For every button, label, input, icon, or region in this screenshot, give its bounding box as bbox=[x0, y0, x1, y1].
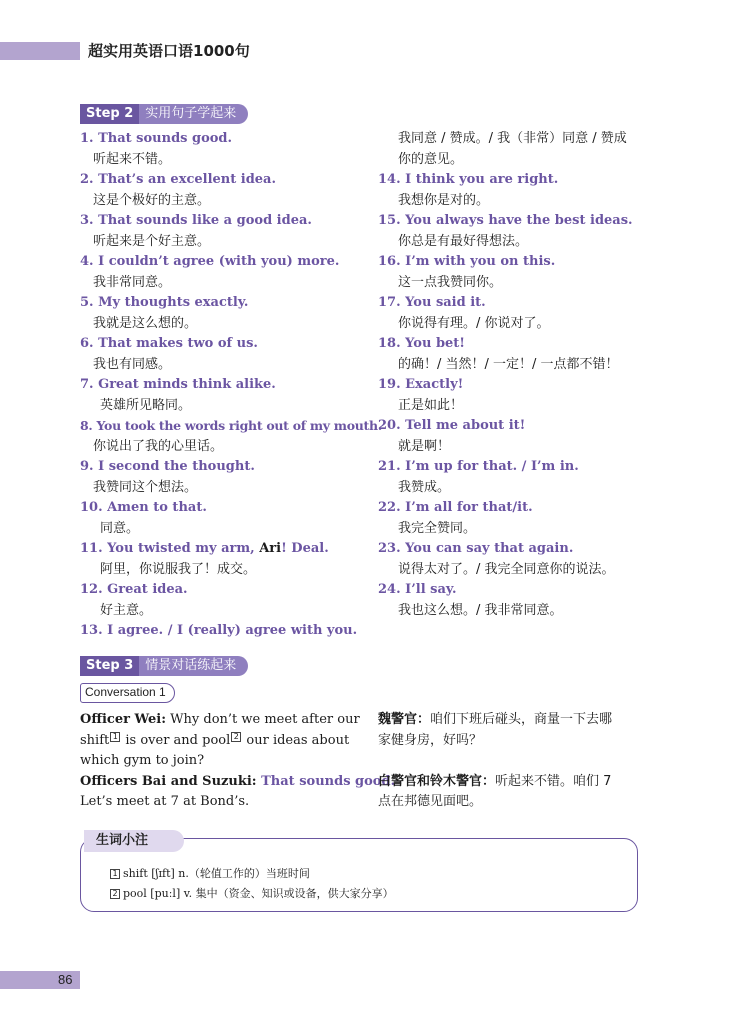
sentence-en: 5. My thoughts exactly. bbox=[80, 295, 249, 310]
sentence-en: 24. I’ll say. bbox=[378, 582, 457, 597]
highlighted-sentence: That sounds good. bbox=[256, 773, 396, 789]
sentence-zh: 我非常同意。 bbox=[93, 274, 172, 290]
sentence-zh: 阿里，你说服我了！成交。 bbox=[100, 561, 257, 577]
step3-label: Step 3 bbox=[80, 656, 139, 676]
sentence-zh: 同意。 bbox=[100, 520, 140, 536]
dialogue-chinese bbox=[378, 710, 648, 813]
vocabulary-note bbox=[110, 885, 394, 901]
dialogue-text: Why don’t we meet after our bbox=[166, 712, 360, 727]
conversation-tag: Conversation 1 bbox=[80, 683, 175, 703]
sentence-en: 2. That’s an excellent idea. bbox=[80, 172, 277, 187]
left-column bbox=[80, 129, 382, 642]
sentence-zh: 英雄所见略同。 bbox=[100, 397, 192, 413]
sentence-en-part: 11. You twisted my arm, bbox=[80, 541, 260, 556]
note-number: 2 bbox=[110, 889, 120, 899]
sentence-zh: 你说得有理。/ 你说对了。 bbox=[398, 315, 550, 331]
sentence-en-11 bbox=[80, 539, 370, 560]
sentence-zh: 我也有同感。 bbox=[93, 356, 172, 372]
sentence-en: 3. That sounds like a good idea. bbox=[80, 213, 312, 228]
sentence-zh: 我赞成。 bbox=[398, 479, 451, 495]
dialogue-line bbox=[80, 710, 360, 731]
sentence-zh: 我想你是对的。 bbox=[398, 192, 490, 208]
sentence-en: 6. That makes two of us. bbox=[80, 336, 258, 351]
sentence-zh: 我完全赞同。 bbox=[398, 520, 477, 536]
dialogue-text: 咱们下班后碰头，商量一下去哪 bbox=[430, 712, 613, 727]
speaker-name: 魏警官： bbox=[378, 712, 431, 727]
sentence-zh: 正是如此！ bbox=[398, 397, 464, 413]
sentence-zh: 好主意。 bbox=[100, 602, 153, 618]
sentence-en: 19. Exactly! bbox=[378, 377, 464, 392]
vocabulary-note bbox=[110, 865, 310, 881]
step3-banner bbox=[80, 656, 248, 676]
note-text: pool [puːl] v. 集中（资金、知识或设备，供大家分享） bbox=[123, 887, 394, 900]
sentence-zh: 说得太对了。/ 我完全同意你的说法。 bbox=[398, 561, 615, 577]
sentence-zh: 听起来是个好主意。 bbox=[93, 233, 211, 249]
vocabulary-notes-title: 生词小注 bbox=[84, 830, 184, 852]
sentence-en: 7. Great minds think alike. bbox=[80, 377, 276, 392]
dialogue-line bbox=[80, 772, 396, 793]
sentence-en: 23. You can say that again. bbox=[378, 541, 574, 556]
sentence-en-part: ! Deal. bbox=[281, 541, 329, 556]
sentence-zh: 我就是这么想的。 bbox=[93, 315, 198, 331]
sentence-zh: 你说出了我的心里话。 bbox=[93, 438, 224, 454]
sentence-zh-continued: 我同意 / 赞成。/ 我（非常）同意 / 赞成 bbox=[398, 131, 627, 146]
sentence-zh-continued: 你的意见。 bbox=[398, 151, 464, 167]
dialogue-text: our ideas about bbox=[242, 732, 350, 748]
speaker-name: 白警官和铃木警官： bbox=[378, 773, 496, 789]
dialogue-text: shift bbox=[80, 732, 110, 748]
sentence-en: 9. I second the thought. bbox=[80, 459, 255, 474]
header-bar bbox=[0, 42, 80, 60]
name-ari: Ari bbox=[259, 541, 282, 556]
step2-title: 实用句子学起来 bbox=[139, 104, 248, 124]
sentence-en: 10. Amen to that. bbox=[80, 500, 207, 515]
sentence-en: 14. I think you are right. bbox=[378, 172, 559, 187]
sentence-zh: 听起来不错。 bbox=[93, 151, 172, 167]
sentence-zh: 这是个极好的主意。 bbox=[93, 192, 211, 208]
dialogue-line: 点在邦德见面吧。 bbox=[378, 794, 483, 809]
note-number: 1 bbox=[110, 869, 120, 879]
dialogue-english bbox=[80, 710, 396, 813]
sentence-zh: 的确！/ 当然！/ 一定！/ 一点都不错！ bbox=[398, 356, 619, 372]
sentence-en: 18. You bet! bbox=[378, 336, 466, 351]
dialogue-line: which gym to join? bbox=[80, 753, 205, 768]
sentence-zh: 你总是有最好得想法。 bbox=[398, 233, 529, 249]
dialogue-line: 家健身房，好吗？ bbox=[378, 732, 483, 748]
sentence-en: 8. You took the words right out of my mouth. bbox=[80, 418, 382, 433]
sentence-en: 12. Great idea. bbox=[80, 582, 188, 597]
sentence-en: 4. I couldn’t agree (with you) more. bbox=[80, 254, 340, 269]
dialogue-text: 听起来不错。咱们 7 bbox=[495, 773, 612, 789]
note-text: shift [ʃɪft] n.（轮值工作的）当班时间 bbox=[123, 867, 310, 880]
dialogue-line bbox=[80, 731, 350, 752]
footnote-marker: 2 bbox=[231, 732, 241, 742]
sentence-en: 21. I’m up for that. / I’m in. bbox=[378, 459, 579, 474]
dialogue-line bbox=[378, 772, 648, 793]
sentence-en: 16. I’m with you on this. bbox=[378, 254, 556, 269]
speaker-name: Officer Wei: bbox=[80, 712, 167, 727]
sentence-zh: 我也这么想。/ 我非常同意。 bbox=[398, 602, 563, 618]
step3-title: 情景对话练起来 bbox=[139, 656, 248, 676]
step2-label: Step 2 bbox=[80, 104, 139, 124]
step2-banner bbox=[80, 104, 248, 124]
sentence-zh: 我赞同这个想法。 bbox=[93, 479, 198, 495]
sentence-en: 20. Tell me about it! bbox=[378, 418, 526, 433]
dialogue-spacer bbox=[378, 751, 648, 772]
sentence-en: 15. You always have the best ideas. bbox=[378, 213, 633, 228]
dialogue-text: is over and pool bbox=[121, 732, 231, 748]
sentence-en: 22. I’m all for that/it. bbox=[378, 500, 533, 515]
sentence-zh: 就是啊！ bbox=[398, 438, 451, 454]
sentence-en: 17. You said it. bbox=[378, 295, 486, 310]
speaker-name: Officers Bai and Suzuki: bbox=[80, 773, 257, 789]
footnote-marker: 1 bbox=[110, 732, 120, 742]
page-number: 86 bbox=[58, 972, 73, 987]
book-title: 超实用英语口语1000句 bbox=[88, 42, 250, 60]
sentence-zh: 这一点我赞同你。 bbox=[398, 274, 503, 290]
dialogue-line: Let’s meet at 7 at Bond’s. bbox=[80, 794, 250, 809]
sentence-en: 1. That sounds good. bbox=[80, 131, 233, 146]
sentence-en: 13. I agree. / I (really) agree with you. bbox=[80, 623, 358, 638]
dialogue-line bbox=[378, 710, 648, 731]
right-column bbox=[378, 129, 668, 621]
